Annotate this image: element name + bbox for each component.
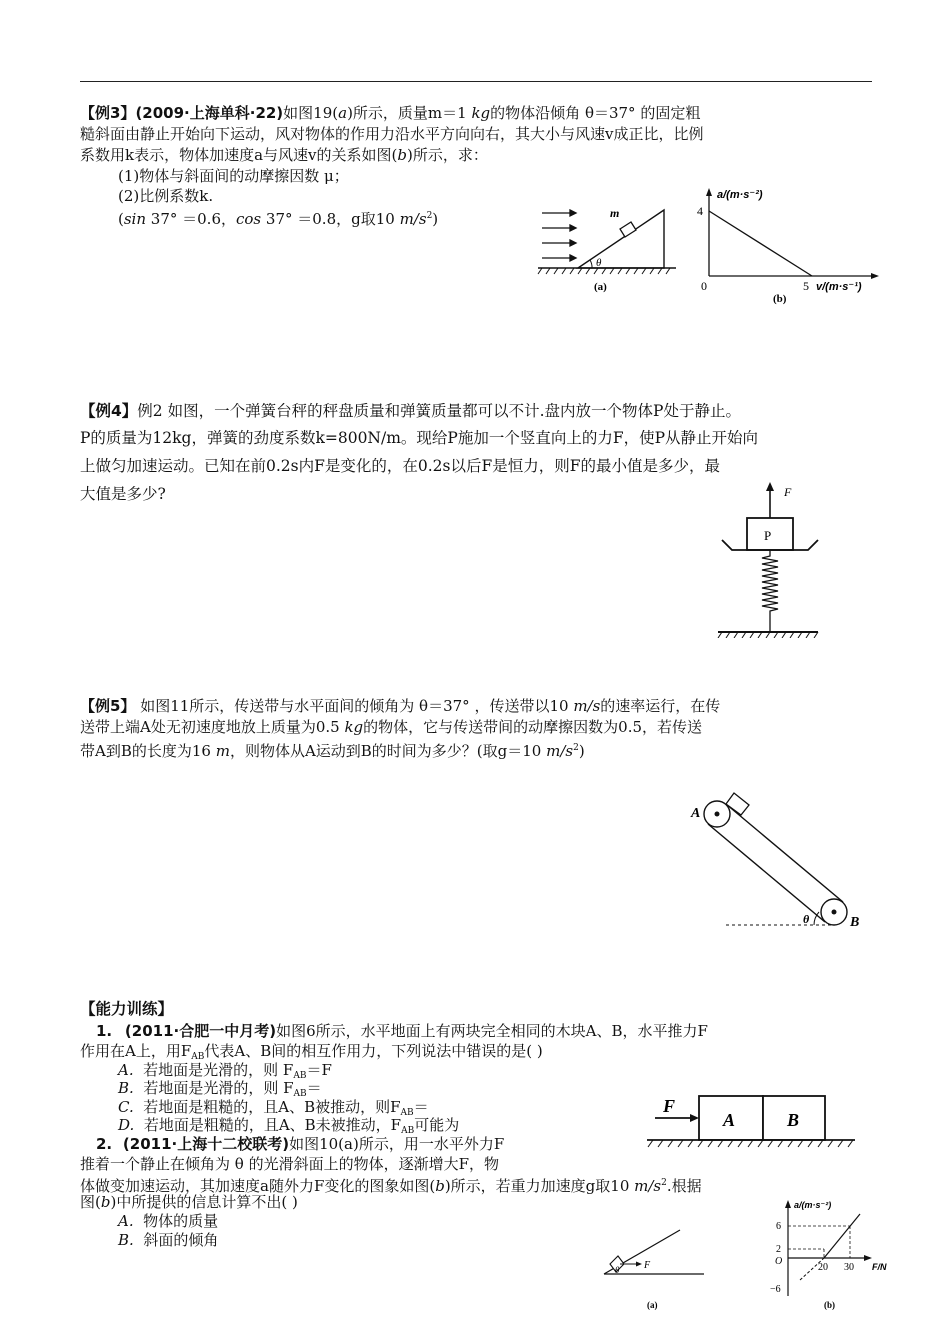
ex3-line-3: 系数用k表示，物体加速度a与风速v的关系如图(b)所示，求： [80, 146, 488, 164]
y-tick-4: 4 [697, 204, 703, 218]
ex3-question-1: (1)物体与斜面间的动摩擦因数 μ； [118, 167, 349, 185]
ex5-line-1: 【例5】 如图11所示，传送带与水平面间的倾角为 θ＝37° ，传送带以10 m/s的速率运行，在传 [80, 697, 721, 715]
ex4-figure [712, 478, 822, 638]
force-label: F [644, 1260, 651, 1271]
block-a-label: A [723, 1110, 736, 1130]
p1-option-c: C. 若地面是粗糙的，且A、B被推动，则$F_{AB}=$ [118, 1098, 429, 1118]
p1-source: (2011·合肥一中月考) [124, 1022, 277, 1040]
y-tick-2: 2 [776, 1244, 781, 1255]
origin-label: 0 [701, 279, 707, 293]
ex3-hint: (sin 37° ＝0.6，cos 37° ＝0.8，g取10 $m/s^2$) [118, 210, 439, 228]
p1-figure [645, 1090, 855, 1152]
ex4-line-2: P的质量为12kg，弹簧的劲度系数k=800N/m。现给P施加一个竖直向上的力F，使P从静止开始向 [80, 429, 759, 447]
ex5-tag: 【例5】 [80, 697, 136, 715]
caption-b: (b) [824, 1300, 835, 1310]
p2-line-2: 推着一个静止在倾角为 θ 的光滑斜面上的物体，逐渐增大F，物 [80, 1155, 499, 1173]
mass-label: m [610, 206, 620, 220]
a-f-line [824, 1214, 860, 1258]
y-axis-label: a/(m·s⁻²) [794, 1200, 832, 1210]
p2-figure-a [600, 1222, 710, 1318]
p2-line-1: 2. (2011·上海十二校联考)如图10(a)所示，用一水平外力F [96, 1135, 505, 1153]
p1-line-1: 1. (2011·合肥一中月考)如图6所示，水平地面上有两块完全相同的木块A、B，水平推力F [96, 1022, 708, 1040]
x-tick-5: 5 [803, 279, 809, 293]
y-tick-neg6: −6 [770, 1284, 781, 1295]
p2-option-b: B. 斜面的倾角 [118, 1231, 219, 1249]
y-axis-label: a/(m·s⁻²) [717, 189, 763, 201]
x-axis-label: F/N [872, 1262, 887, 1272]
ex4-line-3: 上做匀加速运动。已知在前0.2s内F是变化的，在0.2s以后F是恒力，则F的最小值是多少，最 [80, 457, 720, 475]
ex3-source: (2009·上海单科·22) [135, 104, 284, 122]
caption-a: (a) [594, 281, 607, 293]
block-b-label: B [787, 1110, 800, 1130]
p2-source: (2011·上海十二校联考) [122, 1135, 290, 1153]
ex3-line-2: 糙斜面由静止开始向下运动，风对物体的作用力沿水平方向向右，其大小与风速v成正比，比例 [80, 125, 704, 143]
x-axis-label: v/(m·s⁻¹) [816, 281, 862, 293]
a-v-line [709, 211, 812, 276]
p2-line-3: 体做变加速运动，其加速度a随外力F变化的图象如图(b)所示，若重力加速度g取10 $m/s^2$.根据 [80, 1177, 702, 1195]
ex3-line-1: 【例3】(2009·上海单科·22)如图19(a)所示，质量m＝1 kg的物体沿倾角 θ＝37° 的固定粗 [80, 104, 701, 122]
training-title: 【能力训练】 [80, 1000, 174, 1018]
p2-line-4: 图(b)中所提供的信息计算不出( ) [80, 1193, 298, 1211]
ex3-tag: 【例3】 [80, 104, 136, 122]
header-rule [80, 81, 872, 82]
point-a-label: A [691, 806, 701, 821]
p2-option-a: A. 物体的质量 [118, 1212, 219, 1230]
origin-label: O [775, 1256, 783, 1267]
ex4-tag: 【例4】 [80, 402, 138, 420]
spring [762, 550, 778, 632]
ex3-figure-b [695, 184, 885, 306]
force-label: F [784, 485, 792, 499]
point-b-label: B [850, 915, 860, 930]
angle-label: θ [803, 912, 810, 926]
p1-option-a: A. 若地面是光滑的，则 $F_{AB}=F$ [118, 1061, 332, 1081]
p1-option-d: D. 若地面是粗糙的，且A、B未被推动，$F_{AB}$可能为 [118, 1116, 460, 1136]
p2-figure-b [762, 1196, 912, 1318]
block-label: P [764, 528, 772, 543]
ex3-figure-a [536, 200, 696, 300]
caption-b: (b) [773, 293, 787, 305]
angle-label: θ [615, 1265, 620, 1275]
caption-a: (a) [647, 1300, 658, 1310]
ex5-line-2: 送带上端A处无初速度地放上质量为0.5 kg的物体，它与传送带间的动摩擦因数为0.5，若传送 [80, 718, 703, 736]
ex4-line-1: 【例4】例2 如图，一个弹簧台秤的秤盘质量和弹簧质量都可以不计.盘内放一个物体P处于静止。 [80, 402, 741, 420]
angle-label: θ [596, 257, 602, 269]
x-tick-30: 30 [844, 1262, 854, 1273]
p1-option-b: B. 若地面是光滑的，则 $F_{AB}=$ [118, 1079, 322, 1099]
x-tick-20: 20 [818, 1262, 828, 1273]
y-tick-6: 6 [776, 1221, 781, 1232]
force-label: F [663, 1096, 676, 1116]
ex5-line-3: 带A到B的长度为16 m，则物体从A运动到B的时间为多少？(取g＝10 $m/s^2$) [80, 742, 585, 760]
ex3-question-2: (2)比例系数k. [118, 187, 214, 205]
p1-line-2: 作用在A上，用$F_{AB}$代表A、B间的相互作用力，下列说法中错误的是( ) [80, 1042, 543, 1062]
ex4-line-4: 大值是多少? [80, 485, 166, 503]
ex5-figure [688, 790, 868, 930]
